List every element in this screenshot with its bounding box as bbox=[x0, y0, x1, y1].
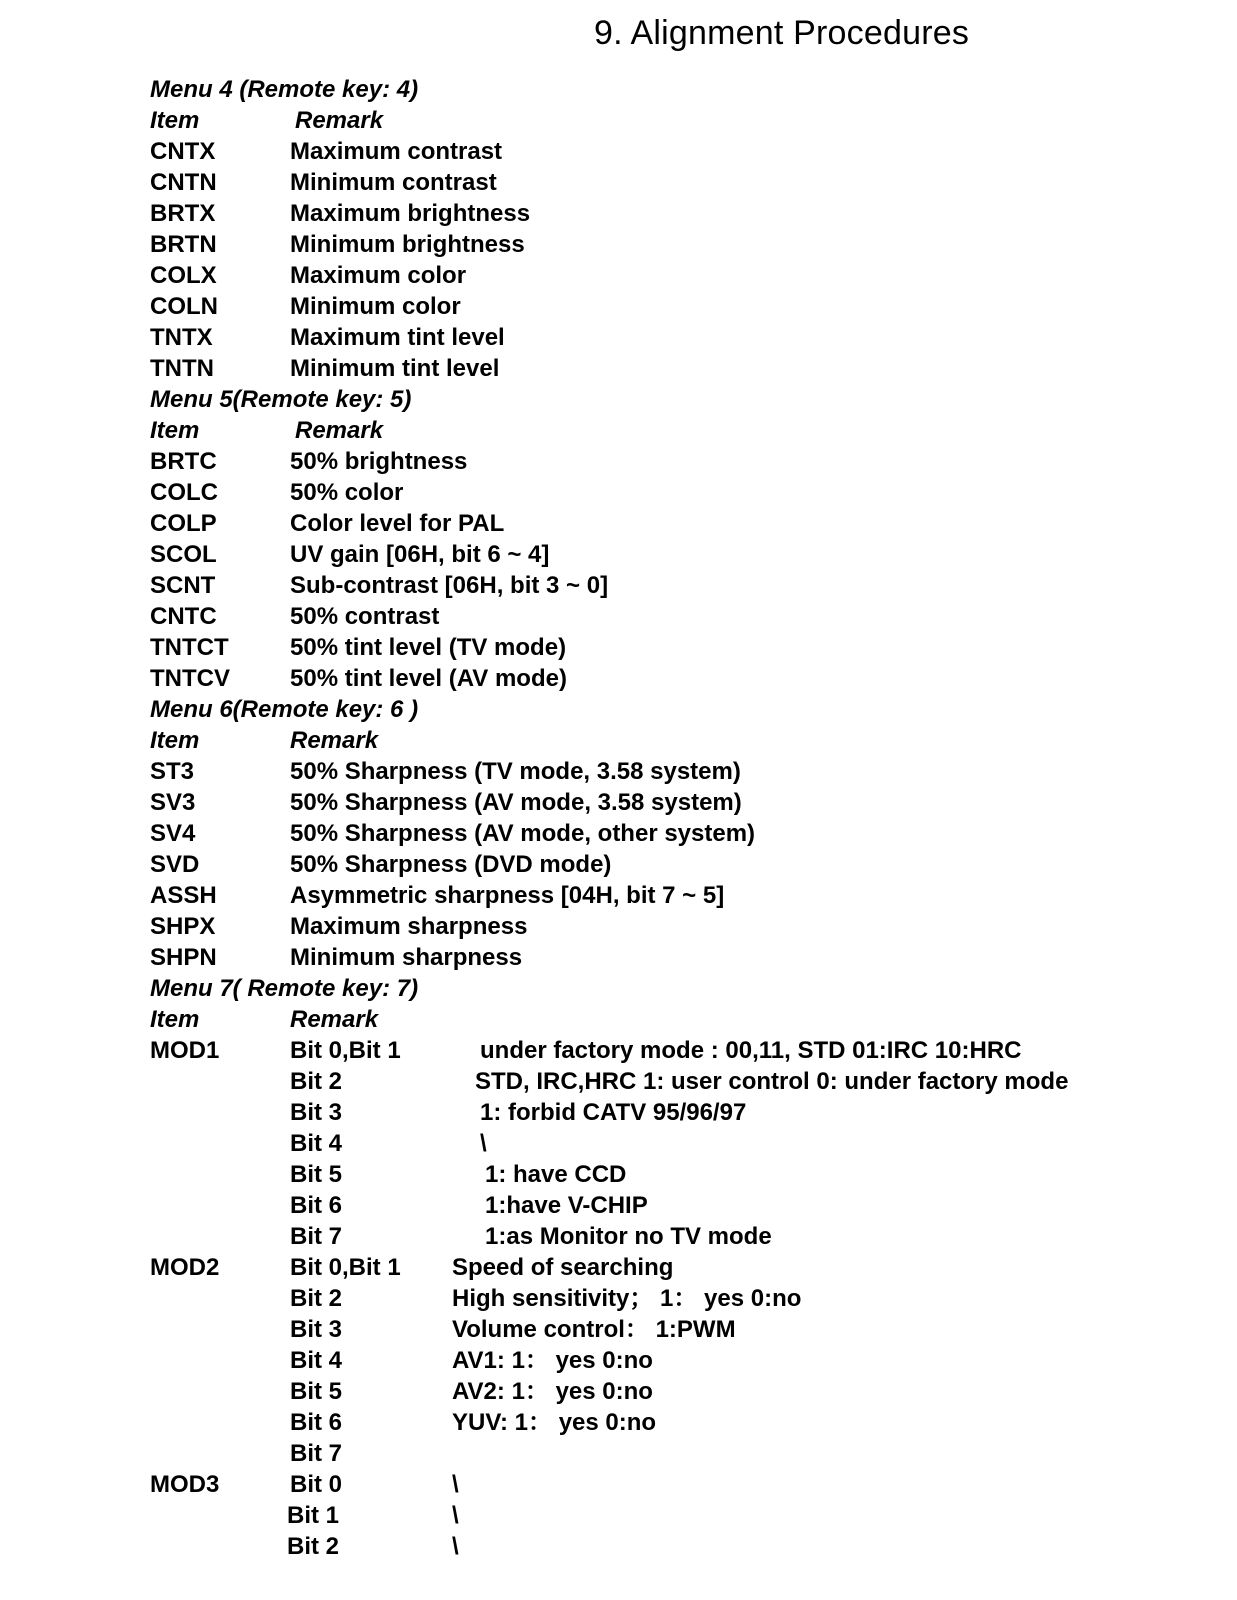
bit-label: Bit 5 bbox=[290, 1378, 343, 1405]
item-remark: Minimum tint level bbox=[290, 355, 500, 382]
item-code: TNTCT bbox=[150, 634, 229, 661]
bit-description: AV2: 1： yes 0:no bbox=[452, 1378, 653, 1405]
item-code: BRTX bbox=[150, 200, 216, 227]
bit-label: Bit 5 bbox=[290, 1161, 343, 1188]
item-code: MOD3 bbox=[150, 1471, 220, 1498]
bit-label: Bit 4 bbox=[290, 1347, 343, 1374]
bit-label: Bit 2 bbox=[290, 1068, 343, 1095]
item-code: CNTX bbox=[150, 138, 216, 165]
item-code: SHPN bbox=[150, 944, 217, 971]
bit-description: 1: have CCD bbox=[485, 1161, 627, 1188]
item-remark: Maximum sharpness bbox=[290, 913, 528, 940]
item-remark: 50% brightness bbox=[290, 448, 468, 475]
item-code: SVD bbox=[150, 851, 200, 878]
menu6-col-item: Item bbox=[150, 727, 200, 754]
bit-description: \ bbox=[452, 1502, 459, 1529]
item-remark: Minimum contrast bbox=[290, 169, 497, 196]
item-code: ST3 bbox=[150, 758, 195, 785]
item-code: SCOL bbox=[150, 541, 217, 568]
item-remark: Minimum color bbox=[290, 293, 461, 320]
item-remark: Maximum brightness bbox=[290, 200, 531, 227]
bit-description: \ bbox=[452, 1471, 459, 1498]
item-remark: 50% Sharpness (AV mode, 3.58 system) bbox=[290, 789, 742, 816]
menu5-col-item: Item bbox=[150, 417, 200, 444]
item-remark: 50% tint level (TV mode) bbox=[290, 634, 567, 661]
item-remark: Color level for PAL bbox=[290, 510, 505, 537]
item-remark: Minimum sharpness bbox=[290, 944, 523, 971]
item-remark: Minimum brightness bbox=[290, 231, 525, 258]
item-remark: Asymmetric sharpness [04H, bit 7 ~ 5] bbox=[290, 882, 725, 909]
bit-label: Bit 0,Bit 1 bbox=[290, 1254, 401, 1281]
bit-label: Bit 3 bbox=[290, 1099, 343, 1126]
menu4-col-item: Item bbox=[150, 107, 200, 134]
bit-label: Bit 6 bbox=[290, 1409, 343, 1436]
item-remark: 50% contrast bbox=[290, 603, 440, 630]
item-code: COLP bbox=[150, 510, 217, 537]
bit-description: Speed of searching bbox=[452, 1254, 674, 1281]
bit-description: YUV: 1： yes 0:no bbox=[452, 1409, 657, 1436]
bit-description: Volume control： 1:PWM bbox=[452, 1316, 736, 1343]
item-code: MOD1 bbox=[150, 1037, 220, 1064]
item-code: ASSH bbox=[150, 882, 217, 909]
bit-description: \ bbox=[452, 1533, 459, 1560]
bit-label: Bit 0 bbox=[290, 1471, 343, 1498]
bit-description: \ bbox=[480, 1130, 487, 1157]
item-remark: 50% color bbox=[290, 479, 404, 506]
item-code: TNTCV bbox=[150, 665, 230, 692]
item-code: SV4 bbox=[150, 820, 196, 847]
bit-label: Bit 2 bbox=[287, 1533, 340, 1560]
menu6-col-remark: Remark bbox=[290, 727, 379, 754]
bit-description: under factory mode : 00,11, STD 01:IRC 10:HRC bbox=[480, 1037, 1022, 1064]
item-code: CNTC bbox=[150, 603, 217, 630]
menu7-heading: Menu 7( Remote key: 7) bbox=[150, 975, 419, 1002]
menu5-heading: Menu 5(Remote key: 5) bbox=[150, 386, 412, 413]
item-remark: 50% Sharpness (TV mode, 3.58 system) bbox=[290, 758, 741, 785]
item-remark: 50% tint level (AV mode) bbox=[290, 665, 567, 692]
bit-label: Bit 7 bbox=[290, 1223, 343, 1250]
item-code: TNTN bbox=[150, 355, 214, 382]
bit-description: STD, IRC,HRC 1: user control 0: under factory mode bbox=[475, 1068, 1069, 1095]
item-code: SV3 bbox=[150, 789, 196, 816]
item-remark: 50% Sharpness (AV mode, other system) bbox=[290, 820, 756, 847]
item-code: BRTC bbox=[150, 448, 217, 475]
bit-label: Bit 2 bbox=[290, 1285, 343, 1312]
bit-label: Bit 4 bbox=[290, 1130, 343, 1157]
item-code: COLN bbox=[150, 293, 218, 320]
bit-description: 1:have V-CHIP bbox=[485, 1192, 648, 1219]
item-code: TNTX bbox=[150, 324, 213, 351]
menu4-heading: Menu 4 (Remote key: 4) bbox=[150, 76, 419, 103]
menu4-col-remark: Remark bbox=[295, 107, 384, 134]
bit-label: Bit 1 bbox=[287, 1502, 340, 1529]
item-code: SCNT bbox=[150, 572, 216, 599]
item-code: CNTN bbox=[150, 169, 217, 196]
menu5-col-remark: Remark bbox=[295, 417, 384, 444]
bit-description: High sensitivity； 1： yes 0:no bbox=[452, 1285, 802, 1312]
item-code: SHPX bbox=[150, 913, 216, 940]
item-remark: Maximum color bbox=[290, 262, 467, 289]
bit-description: AV1: 1： yes 0:no bbox=[452, 1347, 653, 1374]
item-remark: Maximum contrast bbox=[290, 138, 503, 165]
item-remark: Sub-contrast [06H, bit 3 ~ 0] bbox=[290, 572, 609, 599]
menu7-col-remark: Remark bbox=[290, 1006, 379, 1033]
bit-label: Bit 3 bbox=[290, 1316, 343, 1343]
bit-label: Bit 6 bbox=[290, 1192, 343, 1219]
item-remark: 50% Sharpness (DVD mode) bbox=[290, 851, 612, 878]
page-title: 9. Alignment Procedures bbox=[594, 14, 970, 52]
bit-label: Bit 7 bbox=[290, 1440, 343, 1467]
item-remark: Maximum tint level bbox=[290, 324, 505, 351]
item-code: COLX bbox=[150, 262, 217, 289]
menu6-heading: Menu 6(Remote key: 6 ) bbox=[150, 696, 419, 723]
bit-label: Bit 0,Bit 1 bbox=[290, 1037, 401, 1064]
item-code: COLC bbox=[150, 479, 218, 506]
menu7-col-item: Item bbox=[150, 1006, 200, 1033]
bit-description: 1:as Monitor no TV mode bbox=[485, 1223, 772, 1250]
bit-description: 1: forbid CATV 95/96/97 bbox=[480, 1099, 747, 1126]
item-code: MOD2 bbox=[150, 1254, 220, 1281]
item-code: BRTN bbox=[150, 231, 217, 258]
item-remark: UV gain [06H, bit 6 ~ 4] bbox=[290, 541, 550, 568]
